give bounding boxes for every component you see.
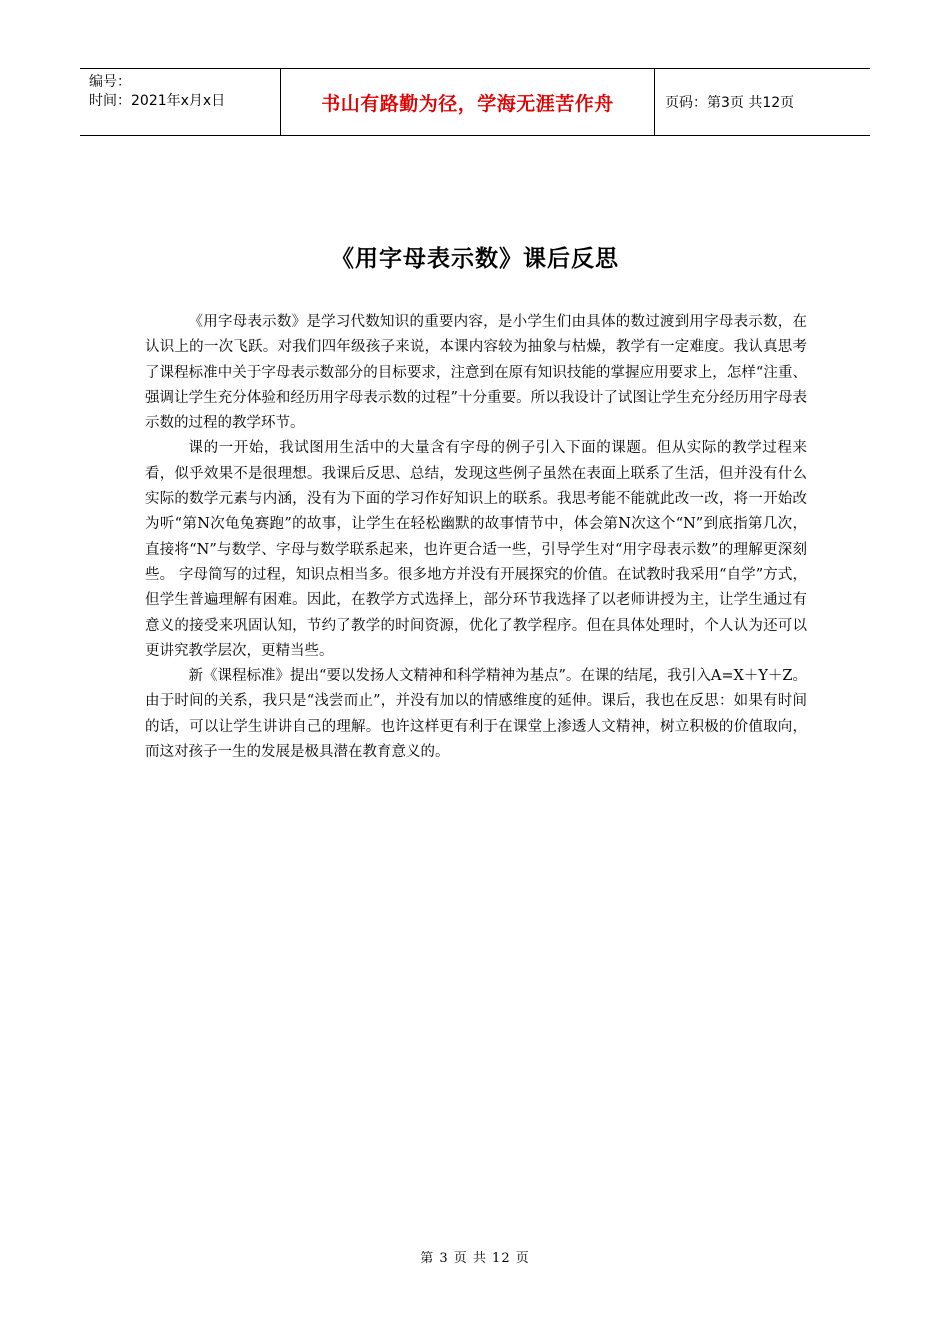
number-label: 编号： bbox=[89, 74, 131, 90]
page-info: 页码：第3页 共12页 bbox=[665, 95, 795, 111]
header-page-cell bbox=[655, 69, 870, 135]
header-table bbox=[80, 68, 870, 136]
document-title: 《用字母表示数》课后反思 bbox=[331, 246, 619, 272]
paragraph-1: 《用字母表示数》是学习代数知识的重要内容，是小学生们由具体的数过渡到用字母表示数，在认识上的一次飞跃。对我们四年级孩子来说，本课内容较为抽象与枯燥，教学有一定难度。我认真思考了课程标准中关于字母表示数部分的目标要求，注意到在原有知识技能的掌握应用要求上，怎样“注重、强调让学生充分体验和经历用字母表示数的过程”十分重要。所以我设计了试图让学生充分经历用字母表示数的过程的教学环节。 bbox=[145, 314, 807, 432]
date-label: 时间：2021年x月x日 bbox=[89, 93, 226, 109]
motto-text: 书山有路勤为径，学海无涯苦作舟 bbox=[321, 92, 614, 115]
header-meta-cell bbox=[80, 69, 281, 135]
document-body bbox=[145, 310, 807, 765]
page-footer: 第 3 页 共 12 页 bbox=[420, 1251, 530, 1266]
header-motto-cell bbox=[281, 69, 655, 135]
paragraph-2: 课的一开始，我试图用生活中的大量含有字母的例子引入下面的课题。但从实际的教学过程来看，似乎效果不是很理想。我课后反思、总结，发现这些例子虽然在表面上联系了生活，但并没有什么实际的数学元素与内涵，没有为下面的学习作好知识上的联系。我思考能不能就此改一改，将一开始改为听“第N次龟兔赛跑”的故事，让学生在轻松幽默的故事情节中，体会第N次这个“N”到底指第几次，直接将“N”与数学、字母与数学联系起来，也许更合适一些，引导学生对“用字母表示数”的理解更深刻些。 字母简写的过程，知识点相当多。很多地方并没有开展探究的价值。在试教时我采用“自学”方式，但学生普遍理解有困难。因此，在教学方式选择上，部分环节我选择了以老师讲授为主，让学生通过有意义的接受来巩固认知，节约了教学的时间资源，优化了教学程序。但在具体处理时，个人认为还可以更讲究教学层次，更精当些。 bbox=[145, 440, 807, 659]
paragraph-3: 新《课程标准》提出“要以发扬人文精神和科学精神为基点”。在课的结尾，我引入A=X＋Y＋Z。由于时间的关系，我只是“浅尝而止”，并没有加以的情感维度的延伸。课后，我也在反思：如果有时间的话，可以让学生讲讲自己的理解。也许这样更有利于在课堂上渗透人文精神，树立积极的价值取向，而这对孩子一生的发展是极具潜在教育意义的。 bbox=[145, 668, 807, 761]
